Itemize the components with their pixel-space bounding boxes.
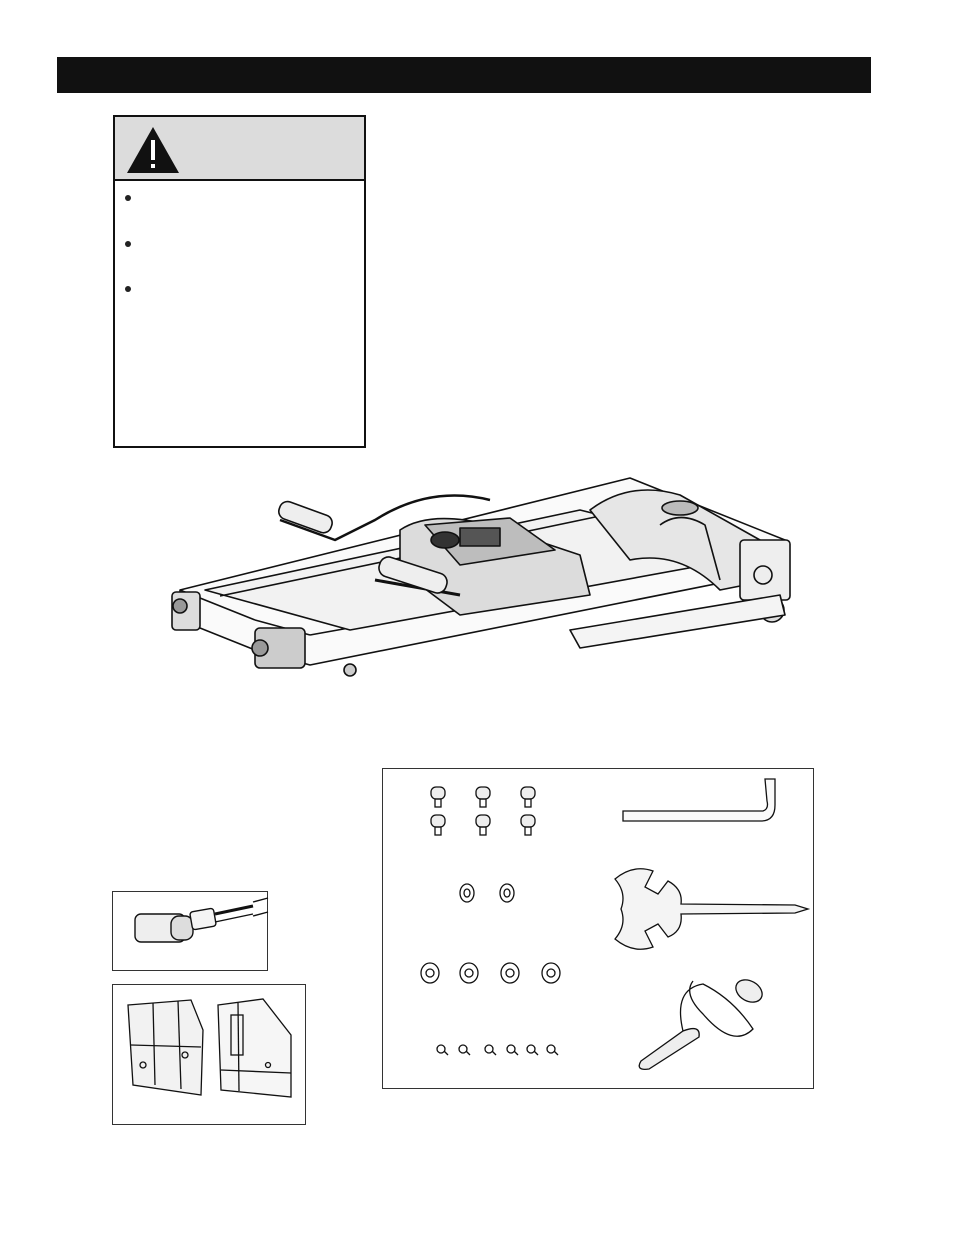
- wrench-icon: [615, 869, 808, 949]
- power-cord-panel: [112, 891, 268, 971]
- safety-key-icon: [639, 975, 766, 1069]
- warning-box: [113, 115, 366, 448]
- section-header-bar: [57, 57, 871, 93]
- warning-bullet-1: [125, 195, 131, 201]
- bolt-icon: [431, 787, 535, 835]
- hardware-kit-art: [383, 769, 815, 1090]
- screw-icon: [437, 1045, 558, 1055]
- cover-parts-panel: [112, 984, 306, 1125]
- warning-bullet-3: [125, 286, 131, 292]
- warning-bullet-2: [125, 241, 131, 247]
- hardware-kit-panel: [382, 768, 814, 1089]
- power-cord-icon: [113, 892, 269, 972]
- warning-header: [115, 117, 364, 181]
- washer-icon: [460, 884, 514, 902]
- large-washer-icon: [421, 963, 560, 983]
- warning-triangle-icon: [123, 123, 183, 179]
- treadmill-illustration: [160, 470, 800, 685]
- hex-key-icon: [623, 779, 775, 821]
- shroud-covers-icon: [113, 985, 307, 1126]
